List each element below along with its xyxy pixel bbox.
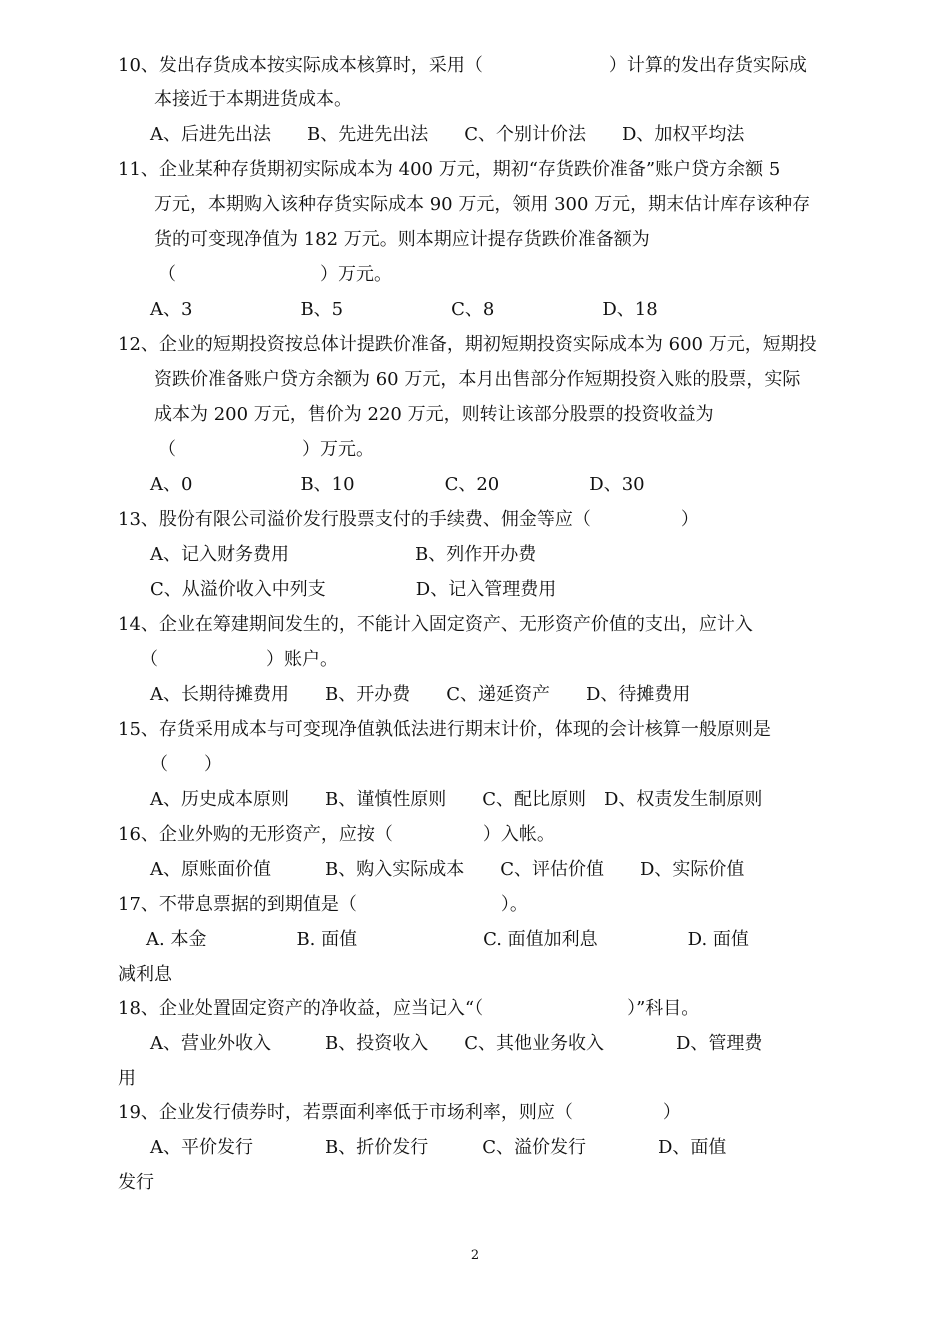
q10-stem-line2: 本接近于本期进货成本。 (154, 89, 352, 110)
q16-options: A、原账面价值 B、购入实际成本 C、评估价值 D、实际价值 (150, 859, 745, 880)
q11-stem-line2: 万元，本期购入该种存货实际成本 90 万元，领用 300 万元，期末估计库存该种存 (154, 194, 811, 215)
q18-stem: 18、企业处置固定资产的净收益，应当记入“（ ）”科目。 (118, 998, 700, 1019)
q14-stem-line1: 14、企业在筹建期间发生的，不能计入固定资产、无形资产价值的支出，应计入 (118, 614, 753, 635)
q19-options-wrap: 发行 (118, 1172, 154, 1193)
q16-stem: 16、企业外购的无形资产，应按（ ）入帐。 (118, 824, 555, 845)
q19-stem: 19、企业发行债券时，若票面利率低于市场利率，则应（ ） (118, 1102, 681, 1123)
q11-options: A、3 B、5 C、8 D、18 (150, 299, 658, 320)
q14-options: A、长期待摊费用 B、开办费 C、递延资产 D、待摊费用 (150, 684, 691, 705)
q12-stem-line3: 成本为 200 万元，售价为 220 万元，则转让该部分股票的投资收益为 (154, 404, 714, 425)
q10-options: A、后进先出法 B、先进先出法 C、个别计价法 D、加权平均法 (150, 124, 745, 145)
q17-stem: 17、不带息票据的到期值是（ ）。 (118, 894, 528, 915)
q12-stem-line1: 12、企业的短期投资按总体计提跌价准备，期初短期投资实际成本为 600 万元，短期投 (118, 334, 817, 355)
q12-stem-line2: 资跌价准备账户贷方余额为 60 万元，本月出售部分作短期投资入账的股票，实际 (154, 369, 801, 390)
q12-options: A、0 B、10 C、20 D、30 (150, 474, 645, 495)
q13-options-row1: A、记入财务费用 B、列作开办费 (150, 544, 537, 565)
q13-stem: 13、股份有限公司溢价发行股票支付的手续费、佣金等应（ ） (118, 509, 699, 530)
q17-options: A. 本金 B. 面值 C. 面值加利息 D. 面值 (146, 929, 749, 950)
q15-stem-line1: 15、存货采用成本与可变现净值孰低法进行期末计价，体现的会计核算一般原则是 (118, 719, 771, 740)
q11-stem-line4: （ ）万元。 (158, 264, 392, 285)
q14-stem-line2: （ ）账户。 (140, 649, 338, 670)
q11-stem-line3: 货的可变现净值为 182 万元。则本期应计提存货跌价准备额为 (154, 229, 650, 250)
page-number: 2 (470, 1248, 480, 1263)
q12-stem-line4: （ ）万元。 (158, 439, 374, 460)
q15-stem-line2: （ ） (150, 754, 222, 775)
q15-options: A、历史成本原则 B、谨慎性原则 C、配比原则 D、权责发生制原则 (150, 789, 763, 810)
q13-options-row2: C、从溢价收入中列支 D、记入管理费用 (150, 579, 557, 600)
q19-options: A、平价发行 B、折价发行 C、溢价发行 D、面值 (150, 1137, 727, 1158)
q18-options-wrap: 用 (118, 1068, 136, 1089)
q11-stem-line1: 11、企业某种存货期初实际成本为 400 万元，期初“存货跌价准备”账户贷方余额 5 (118, 159, 781, 180)
q18-options: A、营业外收入 B、投资收入 C、其他业务收入 D、管理费 (150, 1033, 763, 1054)
q17-options-wrap: 减利息 (118, 964, 172, 985)
q10-stem-line1: 10、发出存货成本按实际成本核算时，采用（ ）计算的发出存货实际成 (118, 55, 807, 76)
